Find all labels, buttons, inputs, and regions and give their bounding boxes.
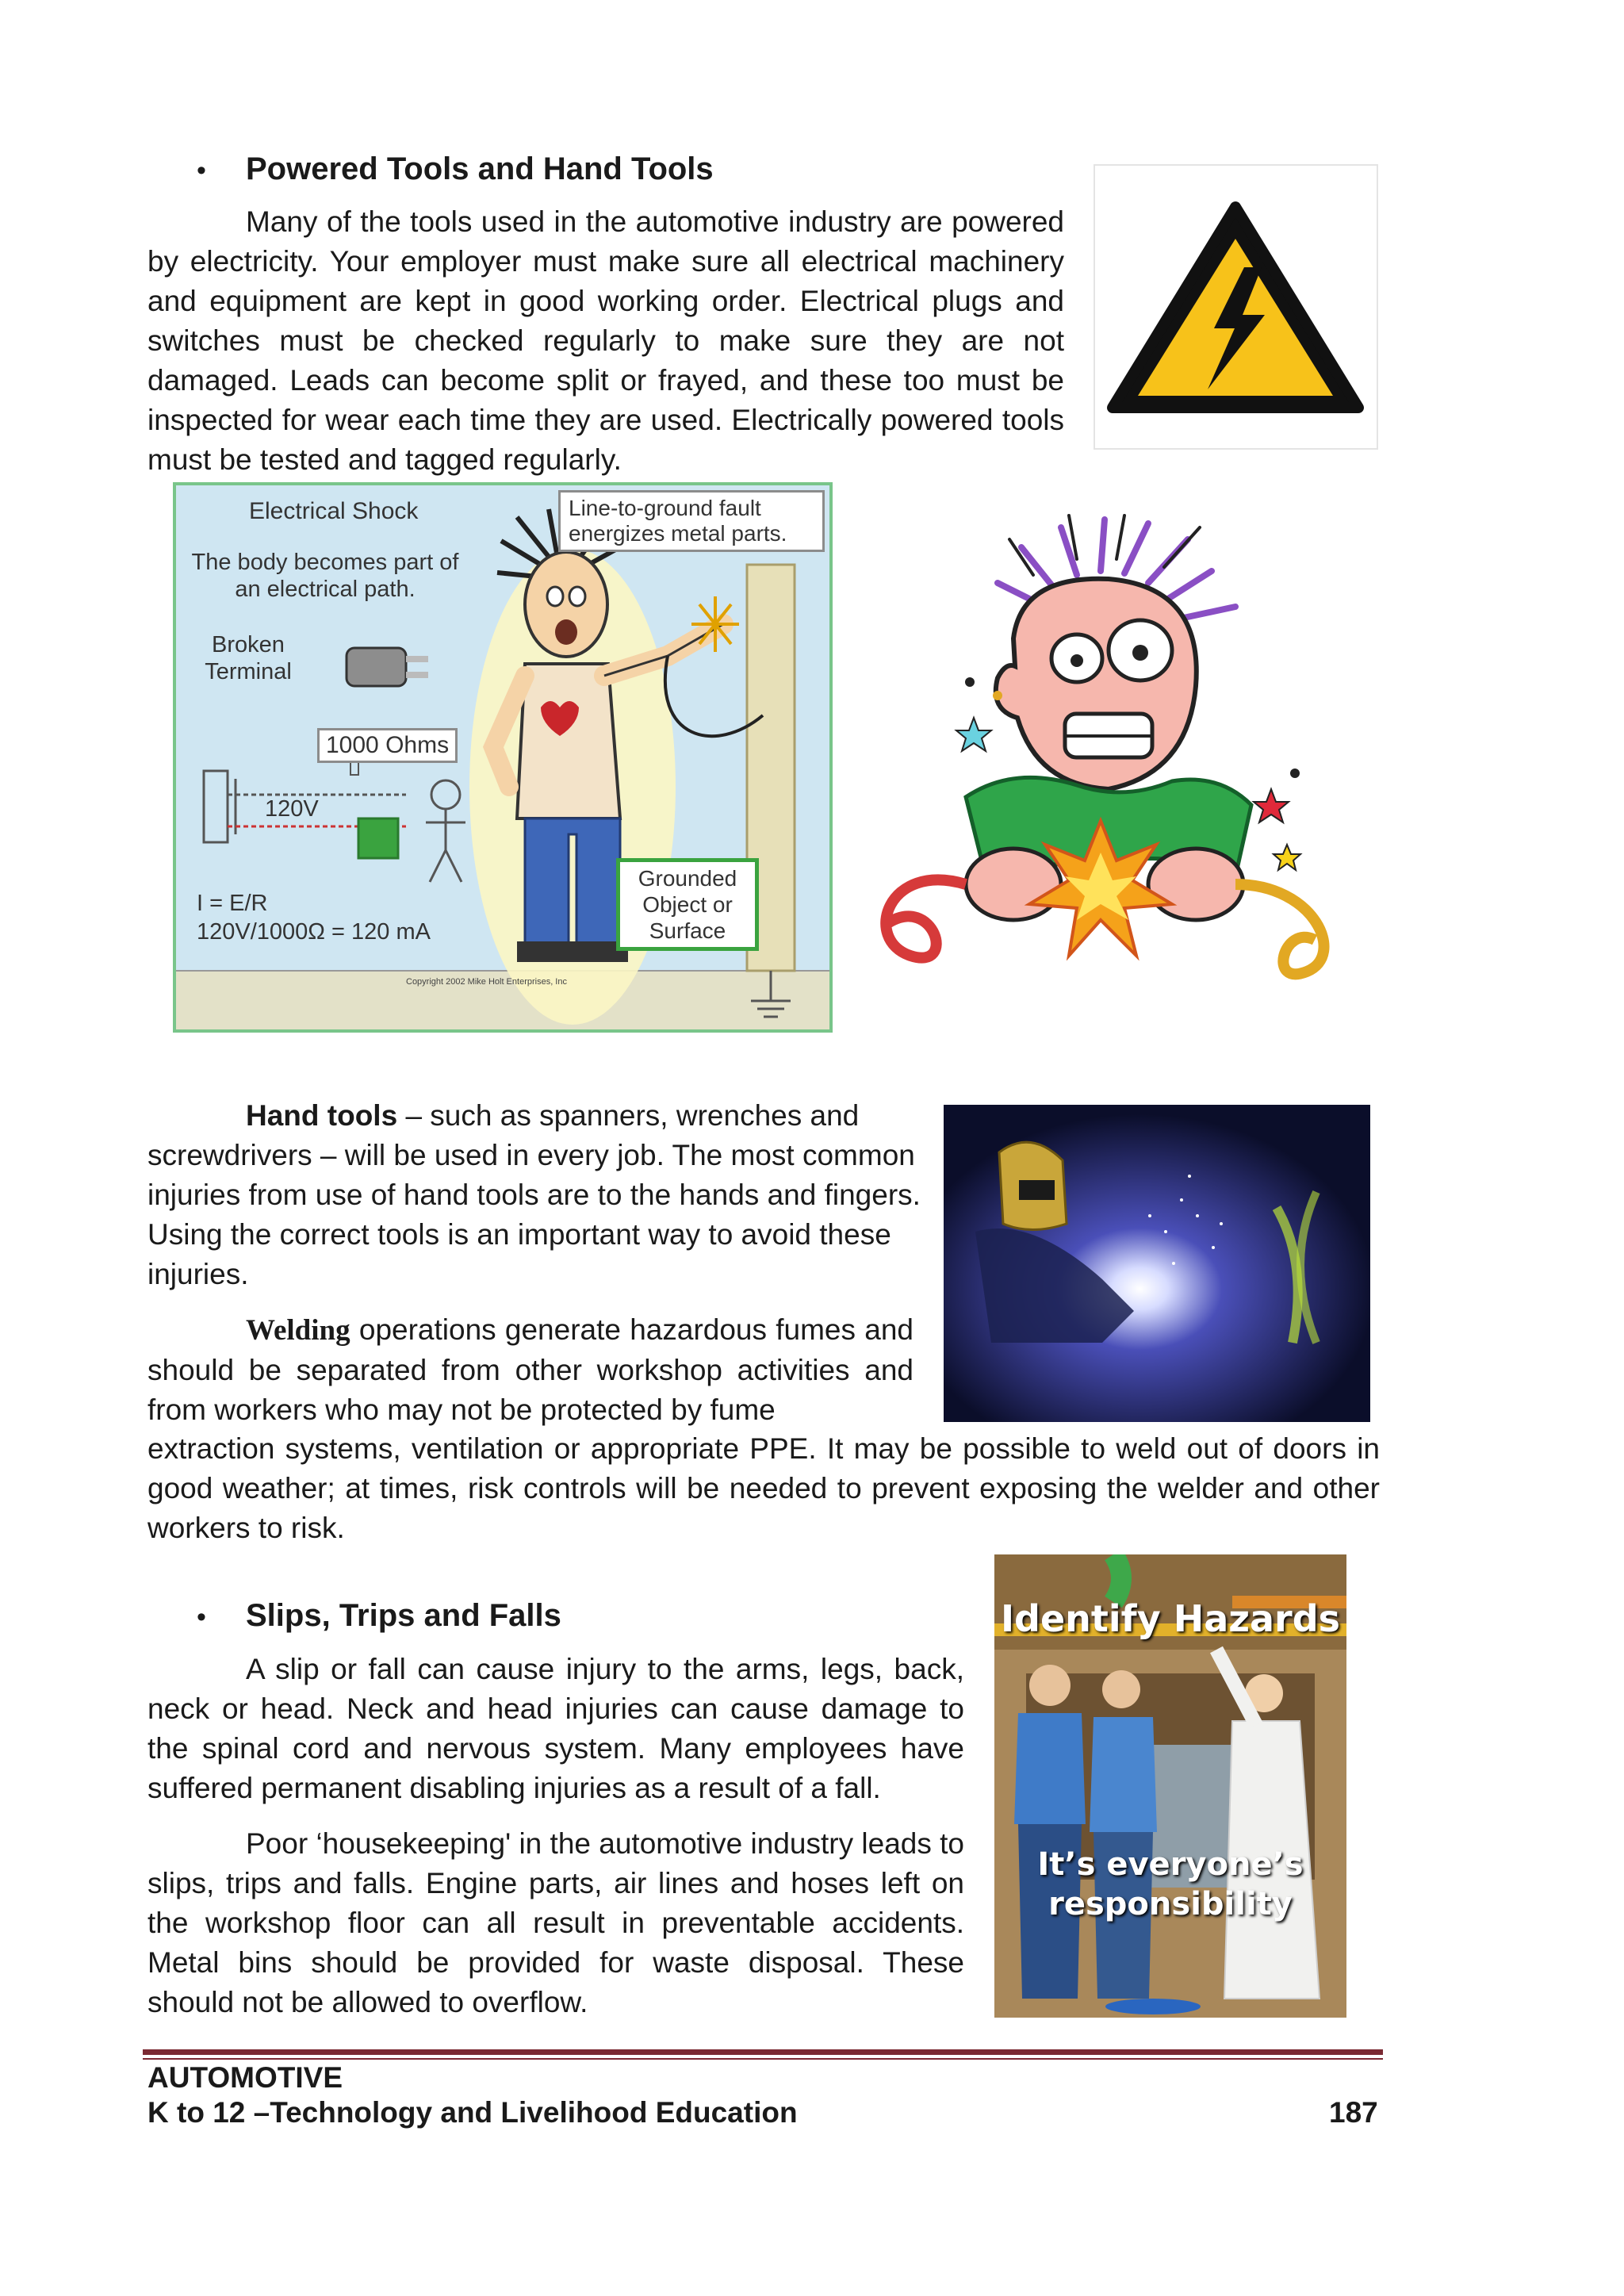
footer-rule-thick — [143, 2049, 1383, 2055]
fault-label: Line-to-ground fault energizes metal parts. — [558, 490, 825, 552]
bullet-dot: • — [197, 155, 206, 186]
high-voltage-icon — [1095, 166, 1377, 448]
welding-paragraph-end: extraction systems, ventilation or appropriate PPE. It may be possible to weld out of doors in good weather; at times, risk controls will be needed to prevent exposing the welder and other workers to risk. — [147, 1432, 1380, 1544]
broken-terminal-label: Broken Terminal — [205, 632, 292, 684]
footer-rule-thin — [143, 2058, 1383, 2060]
bullet-dot: • — [197, 1602, 206, 1632]
diagram-title: Electrical Shock — [249, 498, 419, 524]
section-heading-powered-tools: Powered Tools and Hand Tools — [246, 151, 714, 186]
welding-paragraph-start: Welding operations generate hazardous fumes and should be separated from other workshop activities and from workers who may not be protected by fume — [147, 1313, 914, 1426]
footer-course: K to 12 –Technology and Livelihood Education — [147, 2096, 798, 2129]
section-heading-slips-trips-falls: Slips, Trips and Falls — [246, 1598, 561, 1633]
welding-photo — [944, 1105, 1370, 1422]
voltage-label: 120V — [265, 796, 319, 822]
identify-hazards-poster — [994, 1554, 1346, 2018]
welding-term: Welding — [246, 1314, 350, 1347]
ohms-label: 1000 Ohms — [317, 728, 458, 763]
grounded-object-label: Grounded Object or Surface — [616, 858, 759, 951]
powered-tools-paragraph: Many of the tools used in the automotive industry are powered by electricity. Your employer must make sure all electrical machinery and equipment are kept in good working order. Electrical plugs and switches must be checked regularly to make sure they are not damaged. Leads can become split or frayed, and these too must be inspected for wear each time they are used. Electrically powered tools must be tested and tagged regularly. — [147, 205, 1064, 476]
formula-current: I = E/R — [197, 891, 268, 916]
page-number: 187 — [1329, 2096, 1378, 2129]
formula-calc: 120V/1000Ω = 120 mA — [197, 919, 431, 945]
slips-paragraph-1: A slip or fall can cause injury to the arms, legs, back, neck or head. Neck and head injuries can cause damage to the spinal cord and nervous system. Many employees have suffered permanent disabling injuries as a result of a fall. — [147, 1653, 964, 1804]
shocked-person-cartoon — [839, 512, 1378, 1019]
slips-paragraph-2: Poor ‘housekeeping' in the automotive industry leads to slips, trips and falls. Engine parts, air lines and hoses left on the workshop floor can all result in preventable accidents. Metal bins should be provided for waste disposal. These should not be allowed to overflow. — [147, 1827, 964, 2018]
poster-title: Identify Hazards — [1000, 1597, 1341, 1640]
welding-illustration — [944, 1105, 1370, 1422]
body-path-label: The body becomes part of an electrical path. — [191, 550, 459, 602]
electrical-warning-sign-image — [1094, 164, 1378, 450]
footer-subject: AUTOMOTIVE — [147, 2061, 343, 2094]
hand-tools-paragraph: Hand tools – such as spanners, wrenches and screwdrivers – will be used in every job. The most common injuries from use of hand tools are to the hands and fingers. Using the correct tools is an important way to avoid these injuries. — [147, 1099, 921, 1290]
poster-tagline: It’s everyone’s responsibility — [1037, 1846, 1304, 1922]
electrocuted-cartoon-icon — [839, 512, 1378, 1019]
hand-tools-term: Hand tools — [246, 1099, 398, 1132]
electrical-shock-diagram — [173, 482, 833, 1033]
diagram-copyright: Copyright 2002 Mike Holt Enterprises, Inc — [406, 977, 567, 987]
